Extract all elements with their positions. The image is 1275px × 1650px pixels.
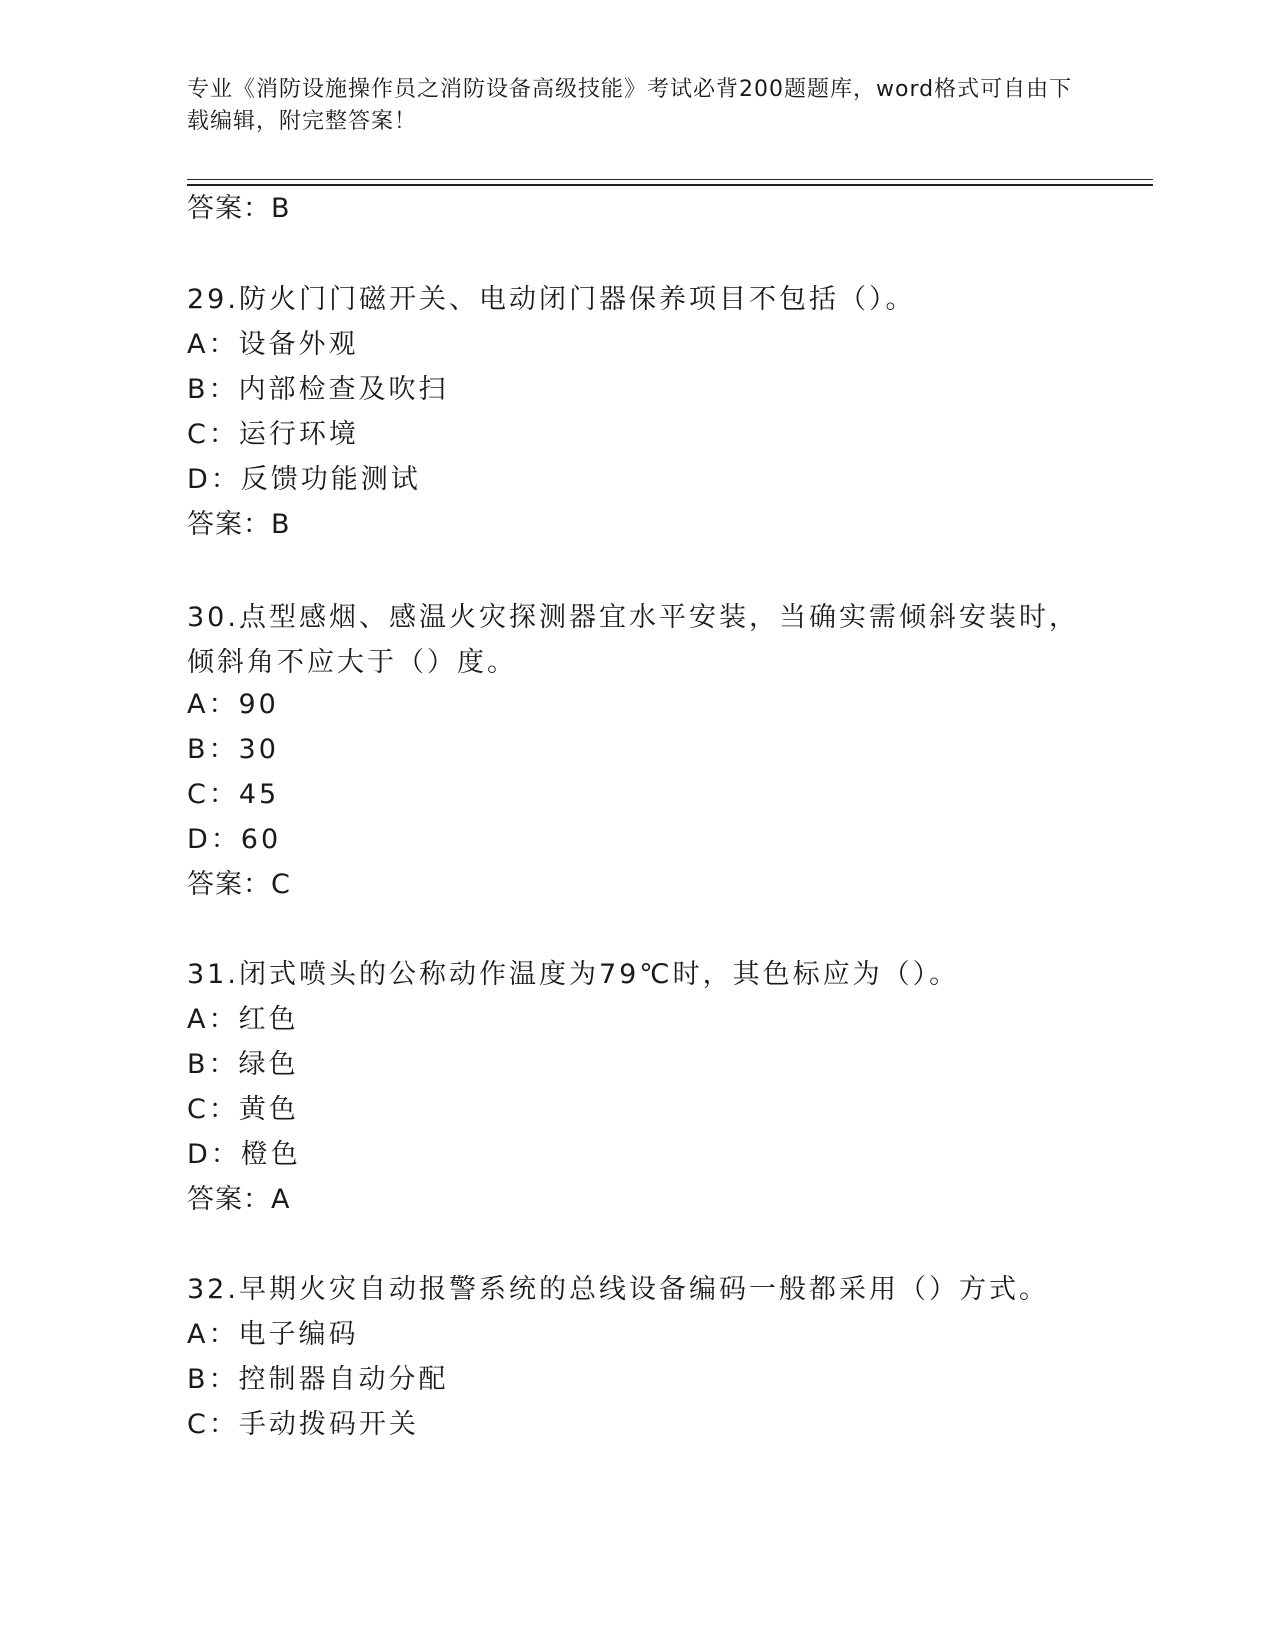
- question-31-stem: 31.闭式喷头的公称动作温度为79℃时，其色标应为（）。: [187, 959, 960, 990]
- question-32-stem: 32.早期火灾自动报警系统的总线设备编码一般都采用（）方式。: [187, 1274, 1049, 1305]
- document-header: 专业《消防设施操作员之消防设备高级技能》考试必背200题题库，word格式可自由下载编辑，附完整答案！: [187, 77, 1073, 134]
- question-31-option-a: A：红色: [187, 1004, 299, 1035]
- carryover-answer: 答案：B: [187, 193, 291, 224]
- header-rule-thick: [187, 184, 1153, 186]
- question-31-option-c: C：黄色: [187, 1094, 299, 1125]
- question-29-stem: 29.防火门门磁开关、电动闭门器保养项目不包括（）。: [187, 284, 916, 315]
- question-29-option-a: A：设备外观: [187, 329, 359, 360]
- question-29-option-d: D：反馈功能测试: [187, 464, 421, 495]
- question-31-option-d: D：橙色: [187, 1139, 301, 1170]
- header-rule-thin: [187, 179, 1153, 180]
- question-30-answer: 答案：C: [187, 869, 291, 900]
- question-30-option-b: B：30: [187, 734, 279, 765]
- question-30-option-d: D：60: [187, 824, 282, 855]
- question-30-option-c: C：45: [187, 779, 280, 810]
- question-31-answer: 答案：A: [187, 1184, 291, 1215]
- question-29-option-b: B：内部检查及吹扫: [187, 374, 449, 405]
- question-32-option-a: A：电子编码: [187, 1319, 359, 1350]
- question-30-option-a: A：90: [187, 689, 279, 720]
- question-31-option-b: B：绿色: [187, 1049, 299, 1080]
- question-29-option-c: C：运行环境: [187, 419, 359, 450]
- question-32-option-c: C：手动拨码开关: [187, 1409, 419, 1440]
- question-30-stem: 30.点型感烟、感温火灾探测器宜水平安装，当确实需倾斜安装时，倾斜角不应大于（）度。: [187, 602, 1079, 678]
- question-32-option-b: B：控制器自动分配: [187, 1364, 449, 1395]
- question-29-answer: 答案：B: [187, 509, 291, 540]
